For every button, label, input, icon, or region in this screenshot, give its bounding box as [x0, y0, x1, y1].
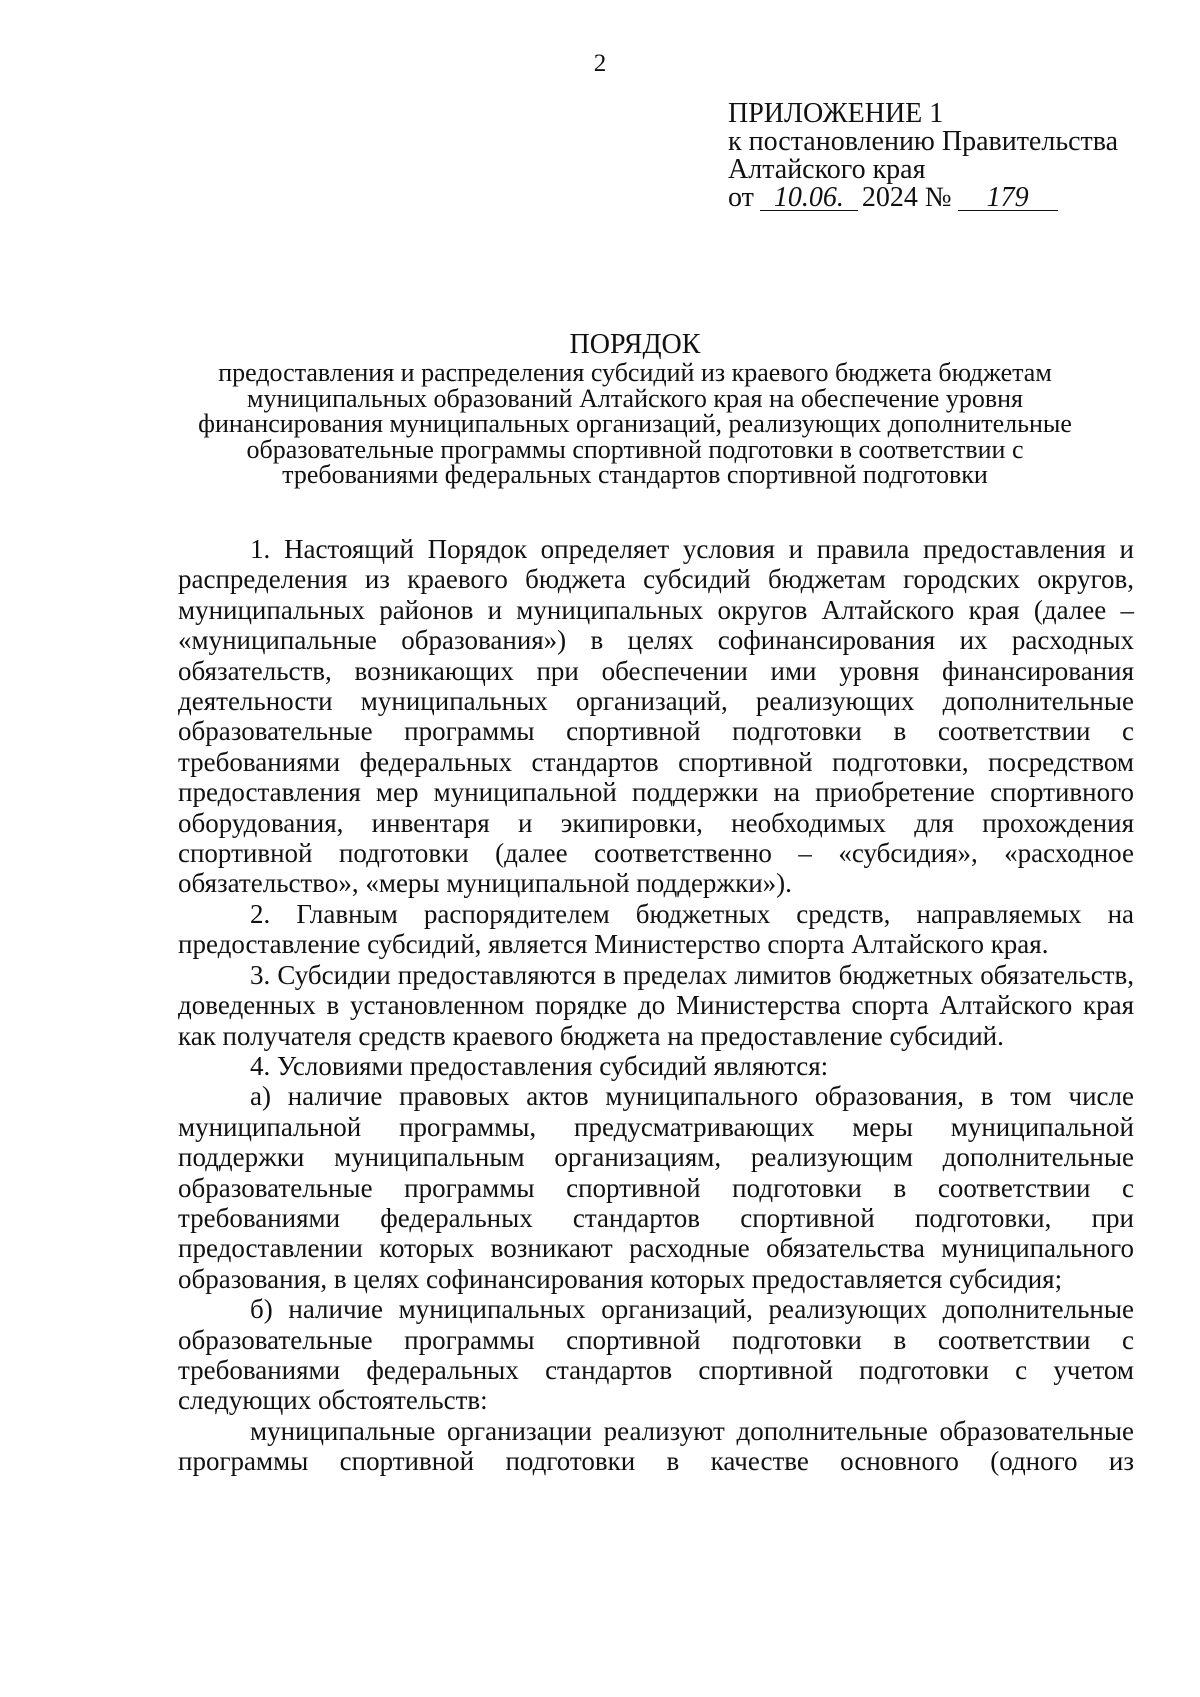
- document-title: ПОРЯДОК: [569, 329, 701, 360]
- annex-year: 2024: [861, 182, 918, 213]
- document-title-block: [175, 330, 1095, 488]
- annex-header: [728, 100, 1118, 212]
- annex-from-label: от: [728, 182, 754, 213]
- annex-title: ПРИЛОЖЕНИЕ 1: [728, 98, 944, 129]
- annex-number-sign: №: [924, 182, 952, 213]
- annex-line-1: к постановлению Правительства: [728, 126, 1119, 157]
- annex-number: 179: [958, 186, 1058, 211]
- annex-line-2: Алтайского края: [728, 154, 926, 185]
- paragraph-1: 1. Настоящий Порядок определяет условия и правила предоставления и распределения из краевого бюджета субсидий бюджетам городских округов, муниципальных районов и муниципальных округов Алтайского края (далее – «муниципальные образования») в целях софинансирования их расходных обязательств, возникающих при обеспечении ими уровня финансирования деятельности муниципальных организаций, реализующих дополнительные образовательные программы спортивной подготовки в соответствии с требованиями федеральных стандартов спортивной подготовки, посредством предоставления мер муниципальной поддержки на приобретение спортивного оборудования, инвентаря и экипировки, необходимых для прохождения спортивной подготовки (далее соответственно – «субсидия», «расходное обязательство», «меры муниципальной поддержки»).: [178, 534, 1134, 899]
- annex-date-line: [728, 184, 1118, 212]
- document-body: [178, 534, 1134, 1477]
- page-number: 2: [593, 50, 607, 77]
- paragraph-2: 2. Главным распорядителем бюджетных средств, направляемых на предоставление субсидий, является Министерство спорта Алтайского края.: [178, 898, 1134, 960]
- paragraph-4b: б) наличие муниципальных организаций, реализующих дополнительные образовательные программы спортивной подготовки в соответствии с требованиями федеральных стандартов спортивной подготовки с учетом следующих обстоятельств:: [178, 1294, 1134, 1416]
- paragraph-3: 3. Субсидии предоставляются в пределах лимитов бюджетных обязательств, доведенных в установленном порядке до Министерства спорта Алтайского края как получателя средств краевого бюджета на предоставление субсидий.: [178, 959, 1134, 1051]
- paragraph-4: 4. Условиями предоставления субсидий являются:: [250, 1050, 829, 1081]
- paragraph-4a: а) наличие правовых актов муниципального образования, в том числе муниципальной программы, предусматривающих меры муниципальной поддержки муниципальным организациям, реализующим дополнительные образовательные программы спортивной подготовки в соответствии с требованиями федеральных стандартов спортивной подготовки, при предоставлении которых возникают расходные обязательства муниципального образования, в целях софинансирования которых предоставляется субсидия;: [178, 1081, 1134, 1294]
- annex-date: 10.06.: [760, 186, 858, 211]
- paragraph-4b-continued: муниципальные организации реализуют дополнительные образовательные программы спортивной подготовки в качестве основного (одного из: [178, 1415, 1134, 1477]
- document-subtitle: предоставления и распределения субсидий из краевого бюджета бюджетам муниципальных образований Алтайского края на обеспечение уровня финансирования муниципальных организаций, реализующих дополнительные образовательные программы спортивной подготовки в соответствии с требованиями федеральных стандартов спортивной подготовки: [198, 358, 1072, 489]
